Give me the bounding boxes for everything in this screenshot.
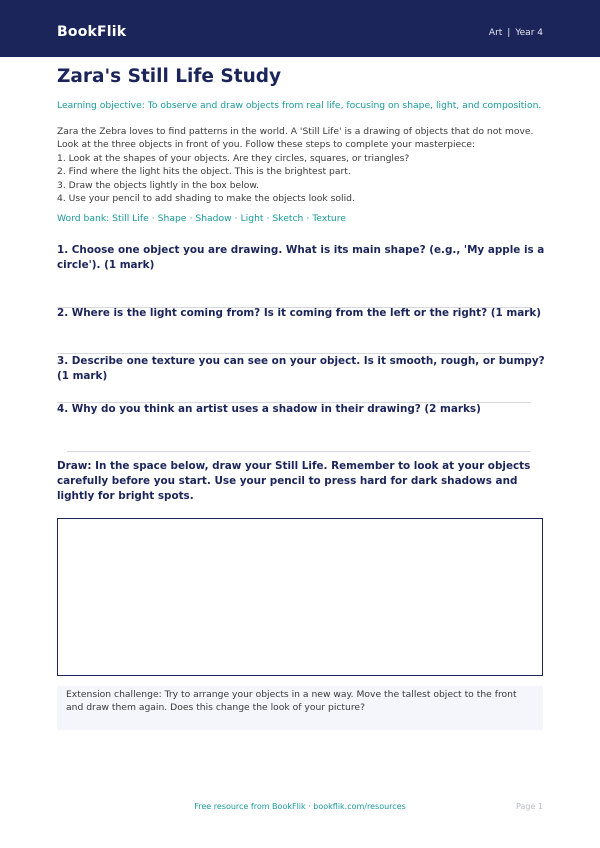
word-bank-term: Light [240, 213, 264, 224]
page-header [0, 0, 600, 57]
word-bank-term: Shadow [195, 213, 232, 224]
word-bank [57, 213, 346, 224]
question-4: 4. Why do you think an artist uses a shadow in their drawing? (2 marks) [57, 403, 481, 415]
subject-year-label [489, 28, 543, 38]
draw-prompt: Draw: In the space below, draw your Still Life. Remember to look at your objects carefully before you start. Use your pencil to press hard for dark shadows and lightly for bright spots. [57, 460, 531, 502]
word-bank-label: Word bank: [57, 213, 110, 224]
step-item: 4. Use your pencil to add shading to make the objects look solid. [57, 193, 355, 205]
brand-logo[interactable]: BookFlik [57, 24, 127, 40]
word-bank-term: Sketch [272, 213, 304, 224]
word-separator: · [151, 213, 155, 224]
year-label: Year 4 [515, 28, 543, 38]
word-separator: · [266, 213, 270, 224]
word-separator: · [189, 213, 193, 224]
step-item: 2. Find where the light hits the object. This is the brightest part. [57, 166, 351, 178]
step-item: 1. Look at the shapes of your objects. Are they circles, squares, or triangles? [57, 152, 410, 164]
word-bank-term: Texture [312, 213, 346, 224]
question-3: 3. Describe one texture you can see on your object. Is it smooth, rough, or bumpy? (1 mark) [57, 355, 545, 382]
learning-objective: Learning objective: To observe and draw objects from real life, focusing on shape, light, and composition. [57, 100, 542, 111]
page-title: Zara's Still Life Study [57, 66, 282, 87]
extension-challenge: Extension challenge: Try to arrange your objects in a new way. Move the tallest object to the front and draw them again. Does this change the look of your picture? [57, 686, 543, 730]
footer-credit[interactable]: Free resource from BookFlik · bookflik.com/resources [194, 802, 406, 811]
step-item: 3. Draw the objects lightly in the box below. [57, 179, 259, 191]
word-separator: · [306, 213, 310, 224]
meta-separator: | [507, 28, 511, 38]
intro-paragraph: Zara the Zebra loves to find patterns in the world. A 'Still Life' is a drawing of objects that do not move. Look at the three objects in front of you. Follow these steps to complete your masterpiece: [57, 126, 534, 151]
subject-label: Art [488, 28, 503, 38]
word-bank-term: Shape [157, 213, 187, 224]
word-separator: · [234, 213, 238, 224]
question-1: 1. Choose one object you are drawing. What is its main shape? (e.g., 'My apple is a circle'). (1 mark) [57, 244, 545, 271]
answer-line-4[interactable] [67, 451, 531, 452]
word-bank-term: Still Life [112, 213, 149, 224]
drawing-area[interactable] [57, 518, 543, 676]
question-2: 2. Where is the light coming from? Is it coming from the left or the right? (1 mark) [57, 307, 542, 319]
intro-text [57, 125, 547, 205]
page-number: Page 1 [516, 802, 543, 811]
